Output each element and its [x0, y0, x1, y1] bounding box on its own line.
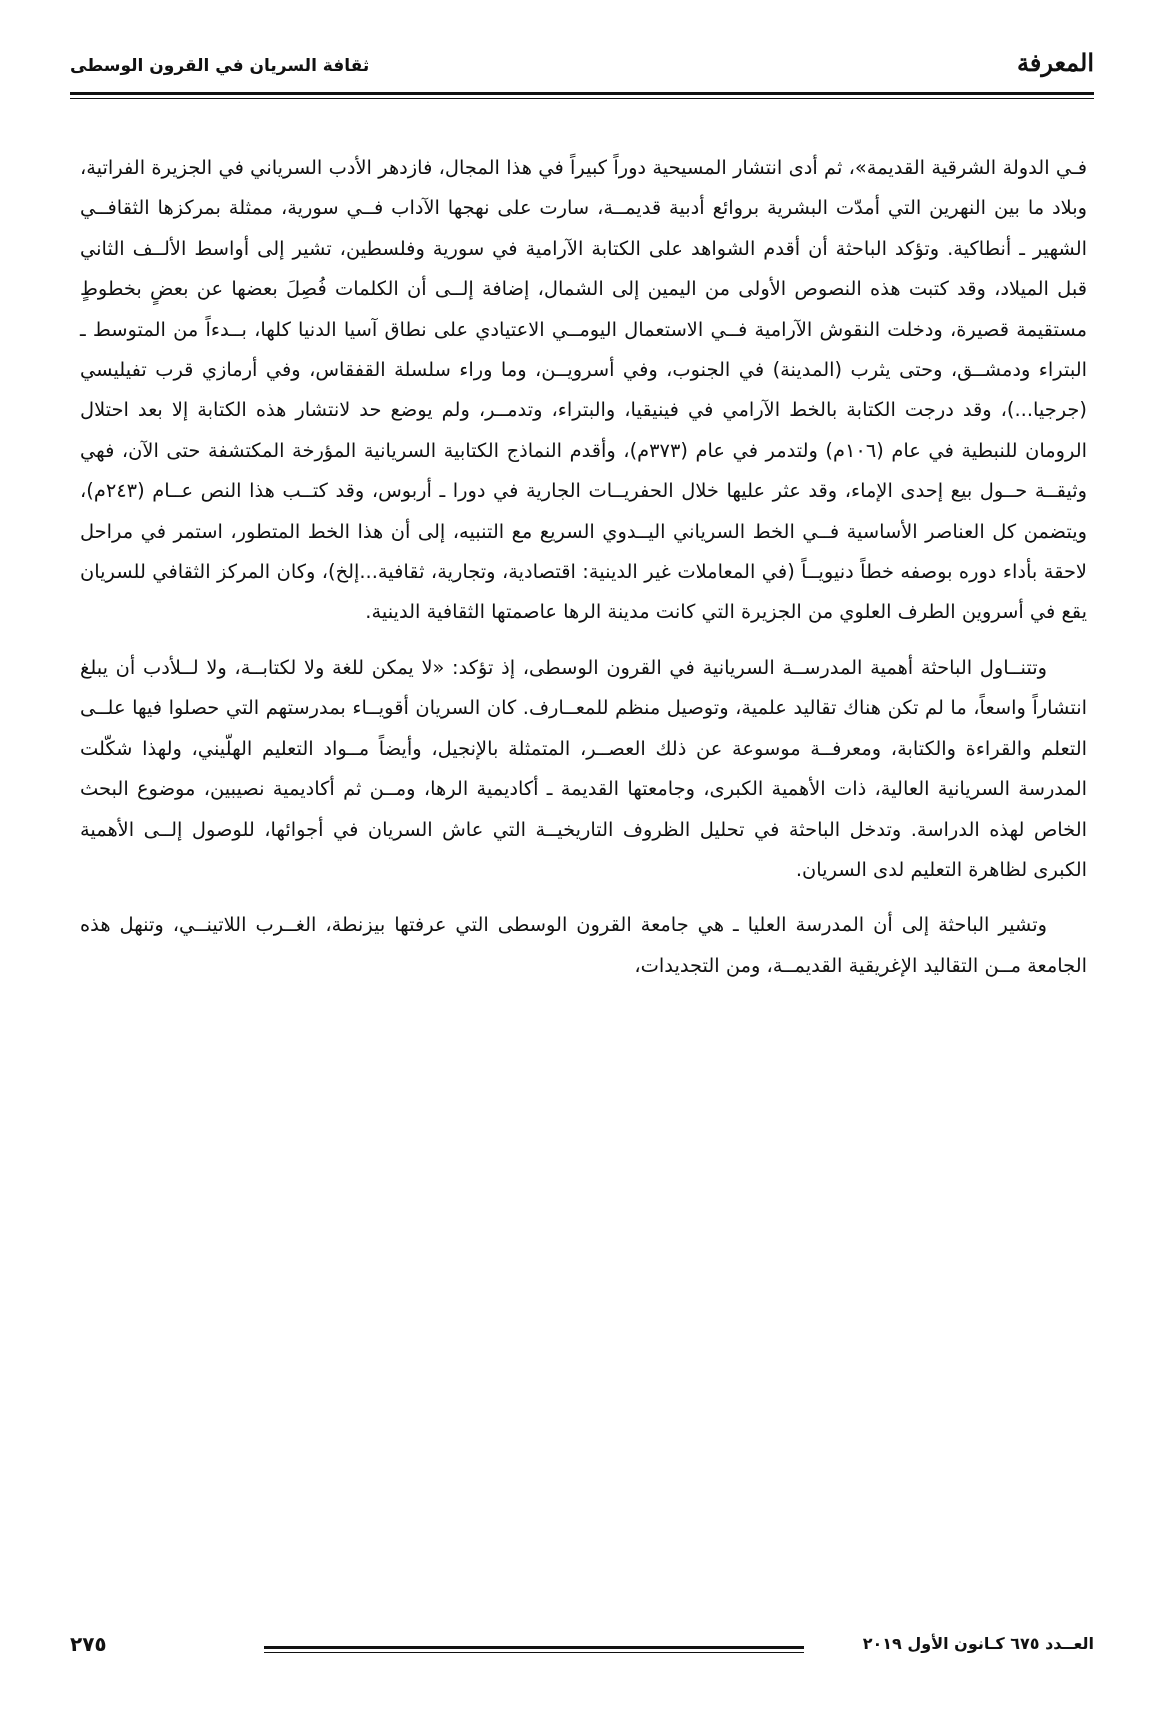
footer-rule-thin: [264, 1652, 804, 1653]
page-footer: [70, 1632, 1094, 1662]
issue-info: العــدد ٦٧٥ كـانون الأول ٢٠١٩: [862, 1634, 1094, 1653]
page-header: [70, 40, 1094, 88]
article-body: [80, 148, 1087, 986]
running-title: ثقافة السريان في القرون الوسطى: [70, 56, 370, 76]
paragraph: وتشير الباحثة إلى أن المدرسة العليا ـ هي جامعة القرون الوسطى التي عرفتها بيزنطة، الغــرب اللاتينــي، وتنهل هذه الجامعة مــن التقاليد الإغريقية القديمــة، ومن التجديدات،: [80, 913, 1087, 977]
paragraph: فـي الدولة الشرقية القديمة»، ثم أدى انتشار المسيحية دوراً كبيراً في هذا المجال، فازدهر الأدب السرياني في الجزيرة الفراتية، وبلاد ما بين النهرين التي أمدّت البشرية بروائع أدبية قديمــة، سارت على نهجها الآداب فــي سورية، ممثلة بمركزها الثقافــي الشهير ـ أنطاكية. وتؤكد الباحثة أن أقدم الشواهد على الكتابة الآرامية في سورية وفلسطين، تشير إلى أواسط الألــف الثاني قبل الميلاد، وقد كتبت هذه النصوص الأولى من اليمين إلى الشمال، إضافة إلــى أن الكلمات فُصِلَ بعضها عن بعضٍ بخطوطٍ مستقيمة قصيرة، ودخلت النقوش الآرامية فــي الاستعمال اليومــي الاعتيادي على نطاق آسيا الدنيا كلها، بــدءاً من المتوسط ـ البتراء ودمشــق، وحتى يثرب (المدينة) في الجنوب، وفي أسرويــن، وما وراء سلسلة القفقاس، وفي أرمازي قرب تفيليسي (جرجيا...)، وقد درجت الكتابة بالخط الآرامي في فينيقيا، والبتراء، وتدمــر، ولم يوضع حد لانتشار هذه الكتابة إلا بعد احتلال الرومان للنبطية في عام (١٠٦م) ولتدمر في عام (٣٧٣م)، وأقدم النماذج الكتابية السريانية المؤرخة المكتشفة حتى الآن، فهي وثيقــة حــول بيع إحدى الإماء، وقد عثر عليها خلال الحفريــات الجارية في دورا ـ أربوس، وقد كتــب هذا النص عــام (٢٤٣م)، ويتضمن كل العناصر الأساسية فــي الخط السرياني اليــدوي السريع مع التنبيه، إلى أن هذا الخط المتطور، استمر في مراحل لاحقة بأداء دوره بوصفه خطاً دنيويــاً (في المعاملات غير الدينية: اقتصادية، وتجارية، ثقافية...إلخ)، وكان المركز الثقافي للسريان يقع في أسروين الطرف العلوي من الجزيرة التي كانت مدينة الرها عاصمتها الثقافية الدينية.: [80, 156, 1087, 624]
paragraph: وتتنــاول الباحثة أهمية المدرســة السريانية في القرون الوسطى، إذ تؤكد: «لا يمكن للغة ولا لكتابــة، ولا لــلأدب أن يبلغ انتشاراً واسعاً، ما لم تكن هناك تقاليد علمية، وتوصيل منظم للمعــارف. كان السريان أقويــاء بمدرستهم التي حصلوا فيها علــى التعلم والقراءة والكتابة، ومعرفــة موسوعة عن ذلك العصــر، المتمثلة بالإنجيل، وأيضاً مــواد التعليم الهلّيني، ولهذا شكّلت المدرسة السريانية العالية، ذات الأهمية الكبرى، وجامعتها القديمة ـ أكاديمية الرها، ومــن ثم أكاديمية نصيبين، موضوع البحث الخاص لهذه الدراسة. وتدخل الباحثة في تحليل الظروف التاريخيــة التي عاش السريان في أجوائها، للوصول إلــى الأهمية الكبرى لظاهرة التعليم لدى السريان.: [80, 655, 1087, 881]
page-number: ٢٧٥: [70, 1632, 107, 1656]
header-rule: [70, 92, 1094, 95]
header-rule-thin: [70, 98, 1094, 99]
magazine-logo: المعرفة: [1016, 48, 1094, 77]
footer-rule: [264, 1646, 804, 1649]
